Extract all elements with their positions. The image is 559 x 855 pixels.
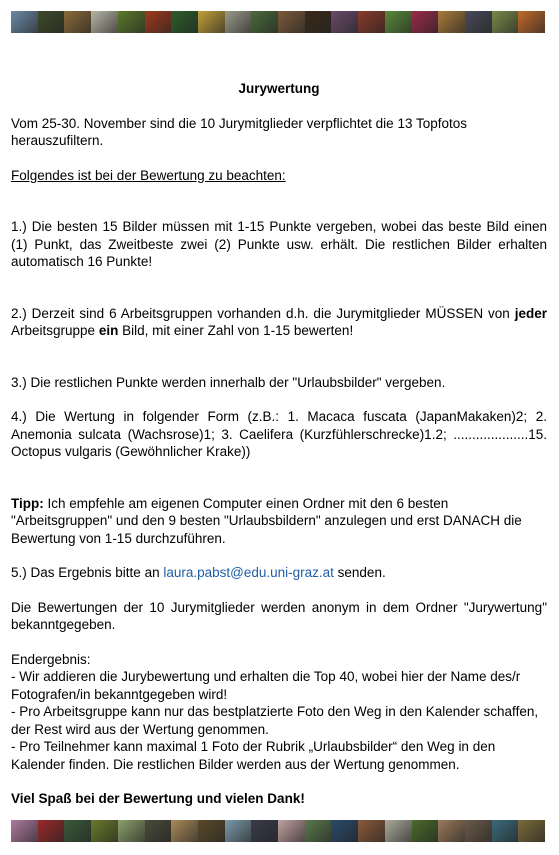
tip-label: Tipp: [11,495,44,511]
photo-thumbnail [358,820,385,842]
photo-thumbnail [38,11,65,33]
rule-2-bold-jeder: jeder [514,305,547,321]
rules-heading: Folgendes ist bei der Bewertung zu beachten: [11,167,286,183]
document-title: Jurywertung [238,81,320,96]
rule-5-text-b: senden. [333,565,386,580]
photo-thumbnail [465,11,492,33]
rule-2-text-c: Arbeitsgruppe [11,323,99,338]
photo-thumbnail [278,11,305,33]
rule-1: 1.) Die besten 15 Bilder müssen mit 1-15 Punkte vergeben, wobei das beste Bild einen (1) Punkt, das Zweitbeste zwei (2) Punkte usw. erhält. Die restlichen Bilder erhalten automatisch 16 Punkte! [11,219,547,269]
rule-3: 3.) Die restlichen Punkte werden innerhalb der "Urlaubsbilder" vergeben. [11,374,446,390]
rule-2 [11,305,547,340]
photo-thumbnail [38,820,65,842]
photo-thumbnail [305,11,332,33]
photo-thumbnail [518,820,545,842]
rule-2-bold-ein: ein [98,323,119,338]
final-result-item-3: - Pro Teilnehmer kann maximal 1 Foto der Rubrik „Urlaubsbilder“ den Weg in den Kalender finden. Die restlichen Bilder werden aus der Wertung genommen. [11,739,496,772]
anonymous-results-paragraph: Die Bewertungen der 10 Jurymitglieder werden anonym in dem Ordner "Jurywertung" bekanntgegeben. [11,599,547,632]
photo-thumbnail [465,820,492,842]
intro-paragraph: Vom 25-30. November sind die 10 Jurymitglieder verpflichtet die 13 Topfotos herauszufiltern. [11,115,467,148]
photo-thumbnail [492,820,519,842]
tip-text: Ich empfehle am eigenen Computer einen Ordner mit den 6 besten "Arbeitsgruppen" und den 9 besten "Urlaubsbildern" anzulegen und erst DANACH die Bewertung von 1-15 durchzuführen. [11,495,522,546]
photo-thumbnail [251,820,278,842]
photo-thumbnail [438,820,465,842]
photo-thumbnail [11,820,38,842]
photo-thumbnail [198,11,225,33]
photo-thumbnail [11,11,38,33]
photo-thumbnail [385,11,412,33]
photo-thumbnail [171,820,198,842]
photo-thumbnail [331,820,358,842]
photo-thumbnail [305,820,332,842]
closing-line: Viel Spaß bei der Bewertung und vielen Dank! [11,791,305,806]
photo-thumbnail [145,11,172,33]
photo-thumbnail [385,820,412,842]
photo-thumbnail [278,820,305,842]
footer-photo-strip [11,820,545,842]
final-result-heading: Endergebnis: [11,651,91,667]
photo-thumbnail [171,11,198,33]
photo-thumbnail [225,820,252,842]
document-body [11,80,547,808]
photo-thumbnail [225,11,252,33]
photo-thumbnail [518,11,545,33]
photo-thumbnail [492,11,519,33]
photo-thumbnail [145,820,172,842]
rule-2-text-a: 2.) Derzeit sind 6 Arbeitsgruppen vorhanden d.h. die Jurymitglieder MÜSSEN von [11,305,515,321]
header-photo-strip [11,11,545,33]
photo-thumbnail [118,11,145,33]
photo-thumbnail [331,11,358,33]
photo-thumbnail [91,11,118,33]
photo-thumbnail [412,11,439,33]
email-link[interactable]: laura.pabst@edu.uni-graz.at [163,565,334,580]
photo-thumbnail [198,820,225,842]
final-result-item-1: - Wir addieren die Jurybewertung und erhalten die Top 40, wobei hier der Name des/r Fotografen/in bekanntgegeben wird! [11,669,521,702]
photo-thumbnail [358,11,385,33]
rule-2-text-d: Bild, mit einer Zahl von 1-15 bewerten! [118,323,354,338]
photo-thumbnail [438,11,465,33]
photo-thumbnail [91,820,118,842]
photo-thumbnail [64,820,91,842]
tip-paragraph [11,495,547,548]
photo-thumbnail [412,820,439,842]
rule-5-text-a: 5.) Das Ergebnis bitte an [11,565,164,580]
photo-thumbnail [64,11,91,33]
photo-thumbnail [251,11,278,33]
final-result-item-2: - Pro Arbeitsgruppe kann nur das bestplatzierte Foto den Weg in den Kalender schaffen, der Rest wird aus der Wertung genommen. [11,704,539,737]
rule-5 [11,564,547,582]
rule-4: 4.) Die Wertung in folgender Form (z.B.: 1. Macaca fuscata (JapanMakaken)2; 2. Anemonia sulcata (Wachsrose)1; 3. Caelifera (Kurzfühlerschrecke)1.2; ....................15. Octopus vulgaris (Gewöhnlicher Krake)) [11,409,547,459]
photo-thumbnail [118,820,145,842]
